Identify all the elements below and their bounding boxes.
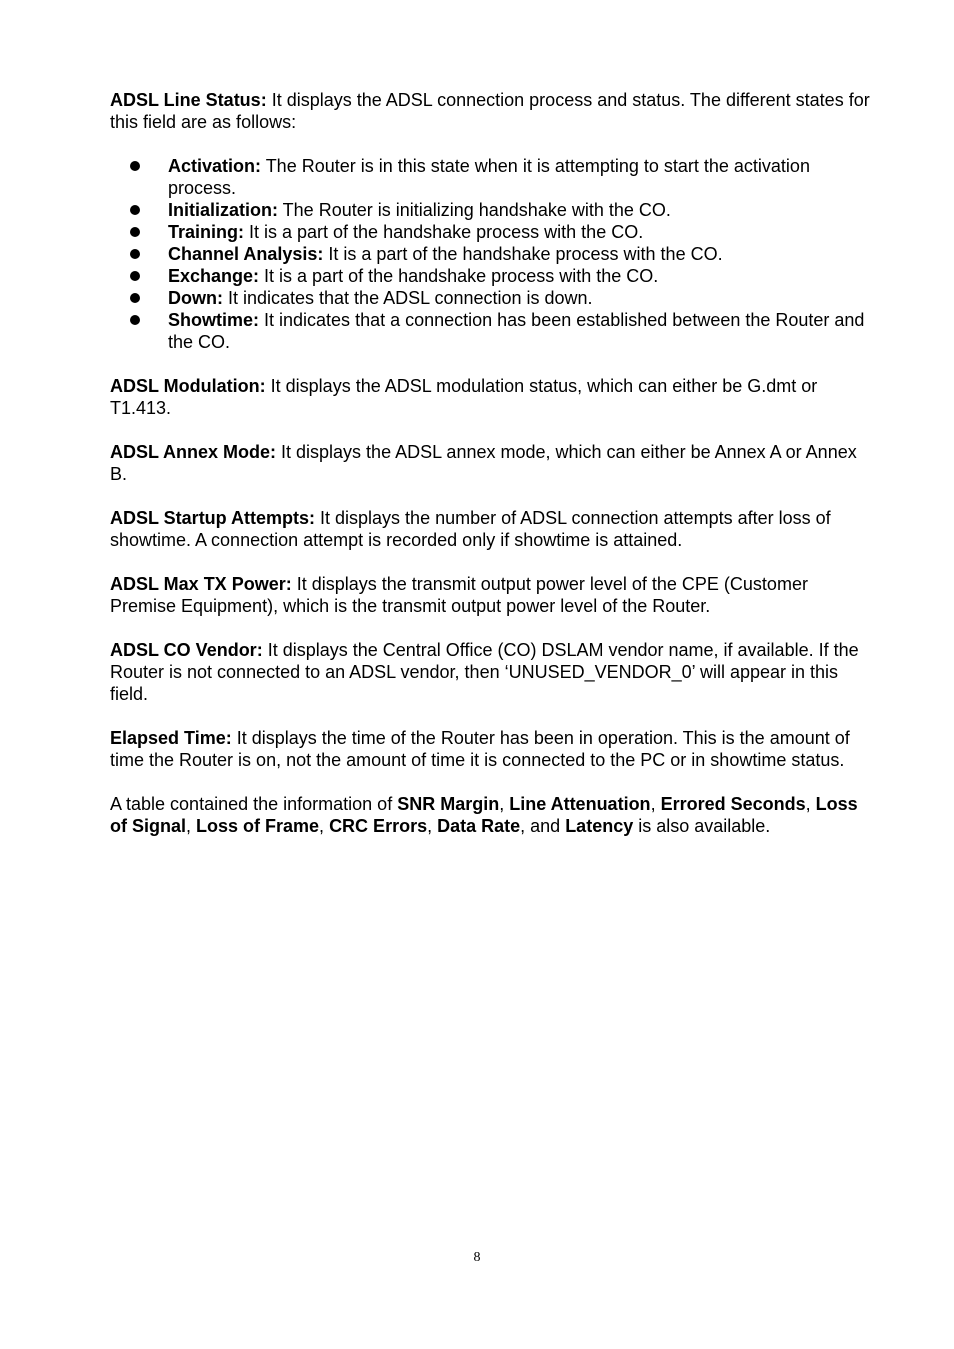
co-vendor-term: ADSL CO Vendor: (110, 640, 263, 660)
state-term: Channel Analysis: (168, 244, 324, 264)
line-status-paragraph (110, 89, 870, 133)
state-term: Activation: (168, 156, 262, 176)
loss-of-signal-term: Loss of Signal (110, 794, 858, 836)
data-rate-term: Data Rate (437, 816, 521, 836)
startup-attempts-paragraph (110, 507, 870, 551)
elapsed-time-paragraph (110, 727, 870, 771)
list-item (110, 265, 870, 287)
list-item (110, 309, 870, 353)
separator: , (186, 816, 197, 836)
max-tx-power-paragraph (110, 573, 870, 617)
modulation-term: ADSL Modulation: (110, 376, 266, 396)
separator: , (319, 816, 330, 836)
table-info-intro: A table contained the information of (110, 794, 398, 814)
state-text: It is a part of the handshake process with the CO. (323, 244, 723, 264)
bullet-icon (130, 249, 140, 259)
annex-mode-text: It displays the ADSL annex mode, which can either be Annex A or Annex B. (110, 442, 857, 484)
co-vendor-paragraph (110, 639, 870, 705)
separator: , (499, 794, 510, 814)
crc-errors-term: CRC Errors (329, 816, 428, 836)
co-vendor-text: It displays the Central Office (CO) DSLAM vendor name, if available. If the Router is not connected to an ADSL vendor, then ‘UNUSED_VENDOR_0’ will appear in this field. (110, 640, 859, 704)
list-item (110, 199, 870, 221)
table-info-paragraph (110, 793, 870, 837)
state-text: It indicates that the ADSL connection is down. (222, 288, 593, 308)
state-term: Training: (168, 222, 244, 242)
document-body (110, 89, 870, 859)
latency-term: Latency (565, 816, 634, 836)
elapsed-time-term: Elapsed Time: (110, 728, 232, 748)
errored-seconds-term: Errored Seconds (660, 794, 806, 814)
state-text: It is a part of the handshake process with the CO. (259, 266, 659, 286)
bullet-icon (130, 271, 140, 281)
state-term: Exchange: (168, 266, 260, 286)
snr-margin-term: SNR Margin (397, 794, 500, 814)
list-item (110, 287, 870, 309)
bullet-icon (130, 293, 140, 303)
startup-attempts-term: ADSL Startup Attempts: (110, 508, 316, 528)
list-item (110, 155, 870, 199)
modulation-paragraph (110, 375, 870, 419)
table-info-outro: is also available. (633, 816, 771, 836)
separator: , and (520, 816, 566, 836)
separator: , (650, 794, 661, 814)
list-item (110, 243, 870, 265)
line-status-term: ADSL Line Status: (110, 90, 267, 110)
list-item (110, 221, 870, 243)
bullet-icon (130, 227, 140, 237)
state-term: Showtime: (168, 310, 260, 330)
max-tx-power-term: ADSL Max TX Power: (110, 574, 292, 594)
line-attenuation-term: Line Attenuation (509, 794, 651, 814)
startup-attempts-text: It displays the number of ADSL connection attempts after loss of showtime. A connection attempt is recorded only if showtime is attained. (110, 508, 831, 550)
max-tx-power-text: It displays the transmit output power level of the CPE (Customer Premise Equipment), which is the transmit output power level of the Router. (110, 574, 808, 616)
line-status-text: It displays the ADSL connection process and status. The different states for this field are as follows: (110, 90, 870, 132)
annex-mode-term: ADSL Annex Mode: (110, 442, 277, 462)
bullet-icon (130, 161, 140, 171)
state-text: The Router is initializing handshake with the CO. (278, 200, 671, 220)
state-text: It is a part of the handshake process with the CO. (244, 222, 644, 242)
state-term: Down: (168, 288, 223, 308)
loss-of-frame-term: Loss of Frame (196, 816, 320, 836)
page-number: 8 (473, 1250, 481, 1265)
annex-mode-paragraph (110, 441, 870, 485)
state-term: Initialization: (168, 200, 278, 220)
modulation-text: It displays the ADSL modulation status, which can either be G.dmt or T1.413. (110, 376, 818, 418)
state-text: It indicates that a connection has been established between the Router and the CO. (168, 310, 865, 352)
bullet-icon (130, 315, 140, 325)
state-text: The Router is in this state when it is attempting to start the activation process. (168, 156, 810, 198)
separator: , (805, 794, 816, 814)
separator: , (427, 816, 438, 836)
line-status-states-list (110, 155, 870, 353)
bullet-icon (130, 205, 140, 215)
elapsed-time-text: It displays the time of the Router has been in operation. This is the amount of time the Router is on, not the amount of time it is connected to the PC or in showtime status. (110, 728, 850, 770)
